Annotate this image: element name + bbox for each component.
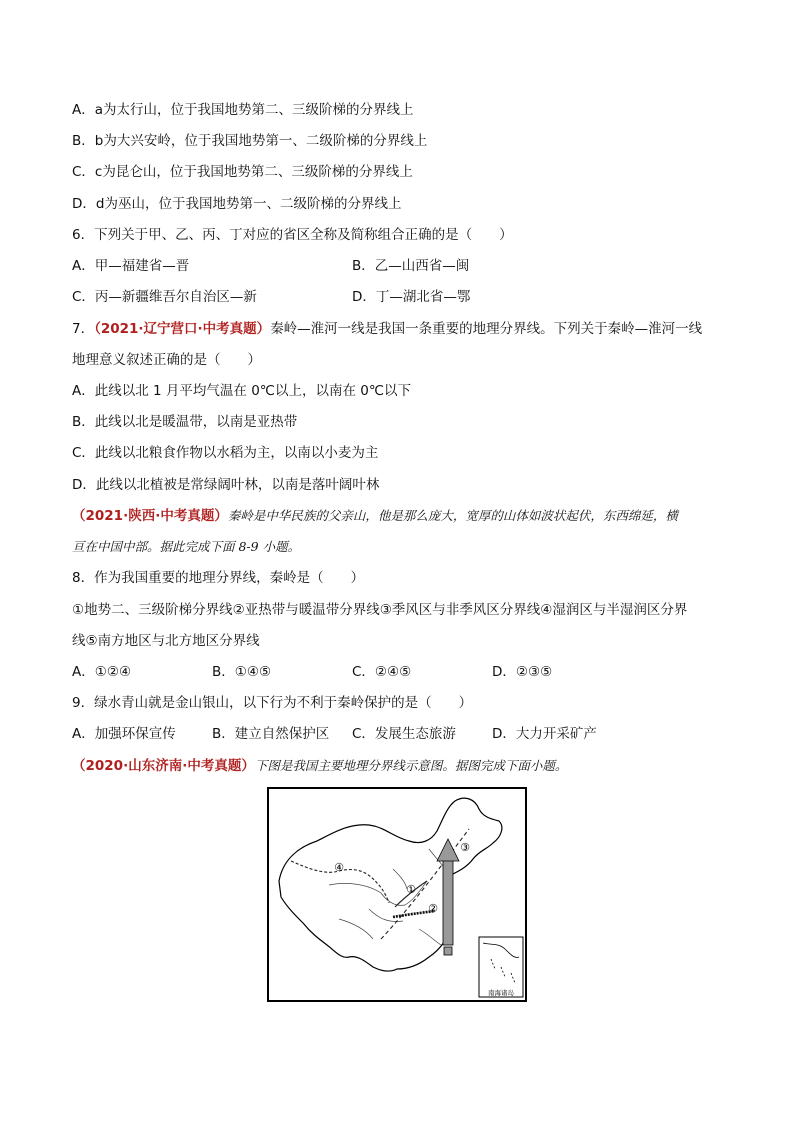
q8-option-d: D．②③⑤ (492, 664, 553, 680)
q6-option-b: B．乙—山西省—闽 (352, 258, 470, 274)
q7-number: 7． (72, 321, 95, 337)
q6-option-d: D．丁—湖北省—鄂 (352, 289, 471, 305)
material-8-9-text-1: 秦岭是中华民族的父亲山，他是那么庞大，宽厚的山体如波状起伏，东西绵延，横 (227, 508, 678, 523)
province-lines (329, 849, 447, 945)
q8-option-c: C．②④⑤ (352, 664, 412, 680)
q9-stem: 9．绿水青山就是金山银山，以下行为不利于秦岭保护的是（ ） (72, 695, 473, 711)
q7-option-b: B．此线以北是暖温带，以南是亚热带 (72, 414, 298, 430)
q7-option-a: A．此线以北 1 月平均气温在 0℃以上，以南在 0℃以下 (72, 383, 411, 399)
q5-option-c: C．c为昆仑山，位于我国地势第二、三级阶梯的分界线上 (72, 164, 413, 180)
q5-option-d: D．d为巫山，位于我国地势第一、二级阶梯的分界线上 (72, 196, 402, 212)
china-outline (279, 798, 502, 971)
map-label-1: ① (406, 883, 416, 896)
arrow-shaft (443, 859, 453, 945)
q6-option-a: A．甲—福建省—晋 (72, 258, 190, 274)
map-label-4: ④ (334, 861, 344, 874)
inset-label: 南海诸岛 (488, 989, 514, 997)
q7-stem-line-2: 地理意义叙述正确的是（ ） (72, 352, 261, 368)
q9-option-b: B．建立自然保护区 (212, 726, 330, 742)
map-label-2: ② (428, 902, 438, 915)
q6-stem: 6．下列关于甲、乙、丙、丁对应的省区全称及简称组合正确的是（ ） (72, 227, 513, 243)
material-8-9-source: （2021·陕西·中考真题） (72, 508, 228, 524)
material-map-text: 下图是我国主要地理分界线示意图。据图完成下面小题。 (254, 758, 568, 773)
material-8-9-line-1 (72, 507, 678, 525)
material-8-9-text-2: 亘在中国中部。据此完成下面 8-9 小题。 (72, 539, 301, 554)
map-label-3: ③ (460, 841, 470, 854)
q8-option-b: B．①④⑤ (212, 664, 272, 680)
arrow-base (444, 947, 452, 955)
arrow-head (437, 839, 459, 861)
material-map-line (72, 757, 567, 775)
material-map-source: （2020·山东济南·中考真题） (72, 758, 255, 774)
q8-option-a: A．①②④ (72, 664, 132, 680)
q7-stem-line-1 (72, 320, 702, 338)
china-boundary-map (267, 787, 527, 1002)
q5-option-a: A．a为太行山，位于我国地势第二、三级阶梯的分界线上 (72, 102, 414, 118)
q7-source: （2021·辽宁营口·中考真题） (94, 321, 271, 337)
q5-option-b: B．b为大兴安岭，位于我国地势第一、二级阶梯的分界线上 (72, 133, 428, 149)
q8-choices-line-2: 线⑤南方地区与北方地区分界线 (72, 633, 260, 649)
q6-option-c: C．丙—新疆维吾尔自治区—新 (72, 289, 257, 305)
q9-option-c: C．发展生态旅游 (352, 726, 456, 742)
q7-option-c: C．此线以北粮食作物以水稻为主，以南以小麦为主 (72, 445, 379, 461)
q9-option-a: A．加强环保宣传 (72, 726, 176, 742)
q9-option-d: D．大力开采矿产 (492, 726, 597, 742)
q7-stem-1: 秦岭—淮河一线是我国一条重要的地理分界线。下列关于秦岭—淮河一线 (270, 321, 703, 337)
q8-choices-line-1: ①地势二、三级阶梯分界线②亚热带与暖温带分界线③季风区与非季风区分界线④湿润区与半湿润区分界 (72, 602, 688, 618)
map-drawing (269, 789, 525, 1000)
q8-stem: 8．作为我国重要的地理分界线，秦岭是（ ） (72, 570, 365, 586)
q7-option-d: D．此线以北植被是常绿阔叶林，以南是落叶阔叶林 (72, 477, 380, 493)
